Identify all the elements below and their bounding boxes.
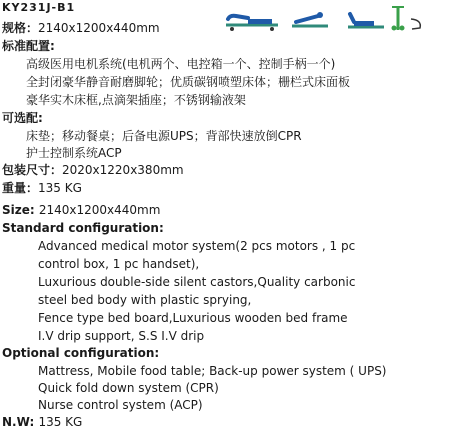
cn-opt-label: 可选配: xyxy=(2,111,43,125)
cn-std-line: 高级医用电机系统(电机两个、电控箱一个、控制手柄一个) xyxy=(26,57,336,71)
cn-opt-line: 护士控制系统ACP xyxy=(26,146,122,160)
bed-incline-position-icon xyxy=(288,8,338,32)
cn-std-label: 标准配置: xyxy=(2,39,55,53)
cn-pack-label: 包装尺寸： xyxy=(2,163,63,177)
cn-weight-label: 重量： xyxy=(2,181,39,195)
en-weight-value: 135 KG xyxy=(38,415,83,429)
en-std-line: I.V drip support, S.S I.V drip xyxy=(38,329,205,343)
en-opt-label: Optional configuration: xyxy=(2,346,160,360)
en-std-label: Standard configuration: xyxy=(2,221,164,235)
en-std-line: Advanced medical motor system(2 pcs motors , 1 pc xyxy=(38,239,356,253)
model-number: KY231J-B1 xyxy=(2,1,76,14)
bed-flat-position-icon xyxy=(222,10,284,32)
en-opt-line: Nurse control system (ACP) xyxy=(38,398,203,412)
cn-pack-row xyxy=(2,163,184,178)
cn-std-line: 全封闭豪华静音耐磨脚轮；优质碳钢喷塑床体；栅栏式床面板 xyxy=(26,75,351,89)
en-std-line: Luxurious double-side silent castors,Quality carbonic xyxy=(38,275,356,289)
en-weight-label: N.W: xyxy=(2,415,39,429)
rotate-arrow-icon xyxy=(408,16,424,32)
cn-opt-line: 床垫；移动餐桌；后备电源UPS；背部快速放倒CPR xyxy=(26,129,302,143)
en-weight-row xyxy=(2,415,82,430)
cn-pack-value: 2020x1220x380mm xyxy=(62,163,184,177)
en-std-line: steel bed body with plastic sprying, xyxy=(38,293,252,307)
cn-weight-value: 135 KG xyxy=(38,181,82,195)
cn-size-label: 规格： xyxy=(2,21,39,35)
en-opt-line: Quick fold down system (CPR) xyxy=(38,381,219,395)
en-std-line: Fence type bed board,Luxurious wooden bed frame xyxy=(38,311,348,325)
cn-std-line: 豪华实木床框,点滴架插座；不锈钢输液架 xyxy=(26,93,246,107)
bed-sitting-position-icon xyxy=(344,10,390,32)
iv-pole-icon xyxy=(386,4,410,32)
cn-size-row xyxy=(2,21,160,36)
cn-size-value: 2140x1200x440mm xyxy=(38,21,160,35)
cn-weight-row xyxy=(2,181,82,196)
en-size-row xyxy=(2,203,160,218)
en-std-line: control box, 1 pc handset), xyxy=(38,257,200,271)
en-opt-line: Mattress, Mobile food table; Back-up power system ( UPS) xyxy=(38,364,387,378)
en-size-label: Size: xyxy=(2,203,39,217)
en-size-value: 2140x1200x440mm xyxy=(38,203,161,217)
